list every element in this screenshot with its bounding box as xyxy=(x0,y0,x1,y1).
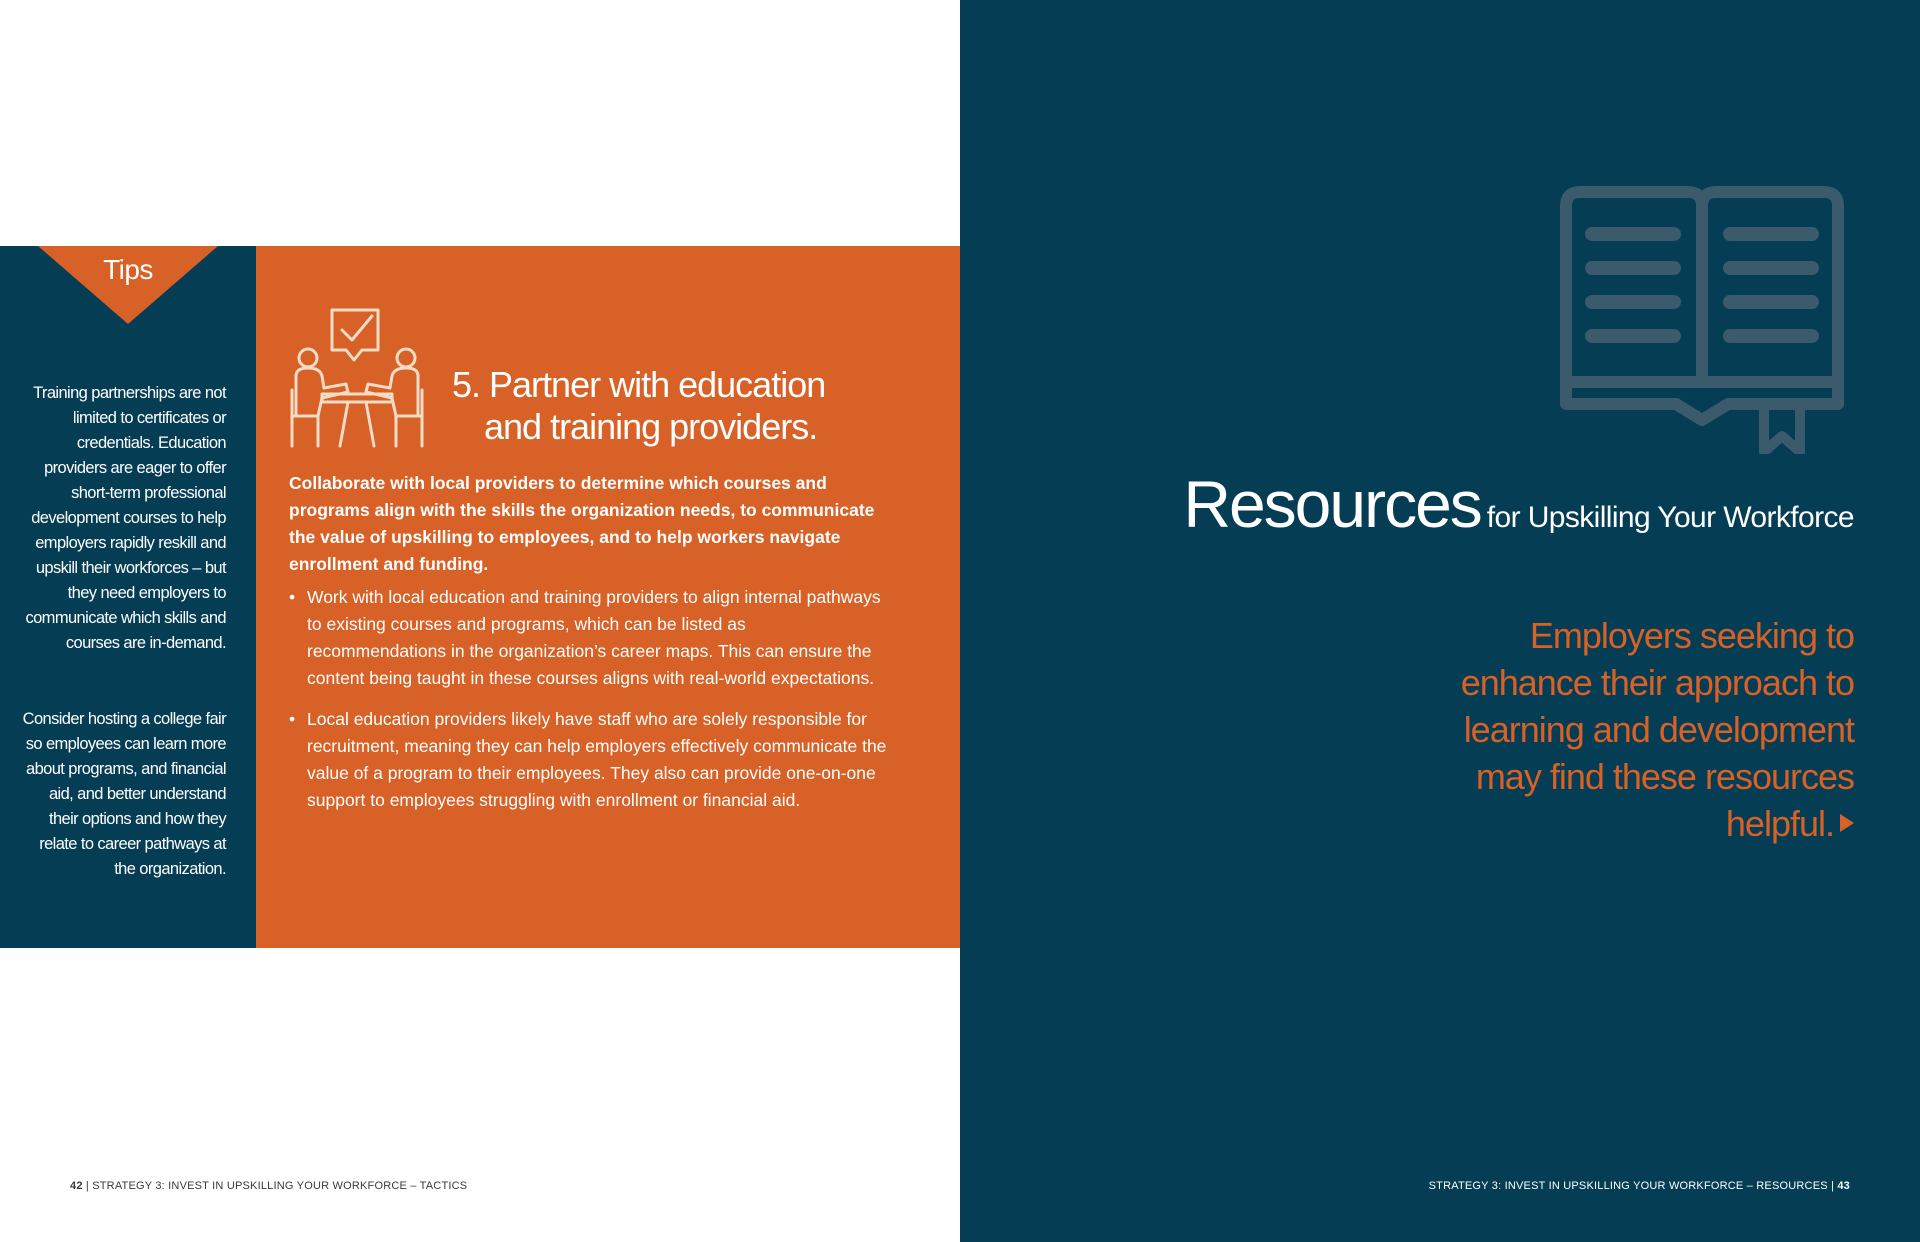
left-footer-section: STRATEGY 3: INVEST IN UPSKILLING YOUR WORKFORCE – TACTICS xyxy=(92,1180,468,1192)
tactic-bullet-item xyxy=(289,584,889,692)
tactic-bullet-text: Work with local education and training providers to align internal pathways to existing courses and programs, which can be listed as recommendations in the organization’s career maps. This can ensure the content being taught in these courses aligns with real-world expectations. xyxy=(307,587,881,688)
right-footer-section: STRATEGY 3: INVEST IN UPSKILLING YOUR WORKFORCE – RESOURCES xyxy=(1428,1180,1828,1192)
resources-heading-sub: for Upskilling Your Workforce xyxy=(1486,501,1854,534)
resources-heading-main: Resources xyxy=(1183,467,1481,541)
bullet-dot: • xyxy=(289,587,296,607)
tips-paragraph-1: Training partnerships are not limited to certificates or credentials. Education providers are eager to offer short-term professional development courses to help employers rapidly reskill and upskill their workforces – but they need employers to communicate which skills and courses are in-demand. xyxy=(25,383,226,652)
tactic-lead-paragraph: Collaborate with local providers to determine which courses and programs align with the skills the organization needs, to communicate the value of upskilling to employees, and to help workers navigate enrollment and funding. xyxy=(289,473,875,574)
resources-blurb xyxy=(1454,612,1854,847)
tactic-bullet-list xyxy=(289,584,889,828)
left-page-number: 42 xyxy=(70,1180,83,1192)
resources-blurb-text: Employers seeking to enhance their approach to learning and development may find these resources helpful. xyxy=(1460,615,1854,844)
tactic-panel xyxy=(256,246,962,948)
tactic-title xyxy=(452,364,825,448)
open-book-icon xyxy=(1556,182,1848,454)
meeting-checkmark-icon xyxy=(288,304,426,448)
right-page xyxy=(960,0,1920,1242)
bullet-dot: • xyxy=(289,709,296,729)
tips-tab-label: Tips xyxy=(103,254,153,285)
tips-sidebar xyxy=(0,246,256,948)
tactic-title-line-2: and training providers. xyxy=(484,406,818,447)
right-triangle-arrow-icon xyxy=(1840,814,1854,832)
tactic-title-line-1: 5. Partner with education xyxy=(452,364,826,405)
resources-heading xyxy=(1183,466,1854,542)
tips-paragraph-2: Consider hosting a college fair so employees can learn more about programs, and financial aid, and better understand their options and how they relate to career pathways at the organization. xyxy=(22,709,226,878)
right-page-footer xyxy=(1429,1180,1850,1192)
left-page-footer xyxy=(70,1180,467,1192)
footer-separator: | xyxy=(82,1180,93,1192)
tactic-bullet-item xyxy=(289,706,889,814)
tactic-bullet-text: Local education providers likely have staff who are solely responsible for recruitment, meaning they can help employers effectively communicate the value of a program to their employees. They also can provide one-on-one support to employees struggling with enrollment or financial aid. xyxy=(307,709,887,810)
right-page-number: 43 xyxy=(1837,1180,1850,1192)
footer-separator: | xyxy=(1827,1180,1838,1192)
